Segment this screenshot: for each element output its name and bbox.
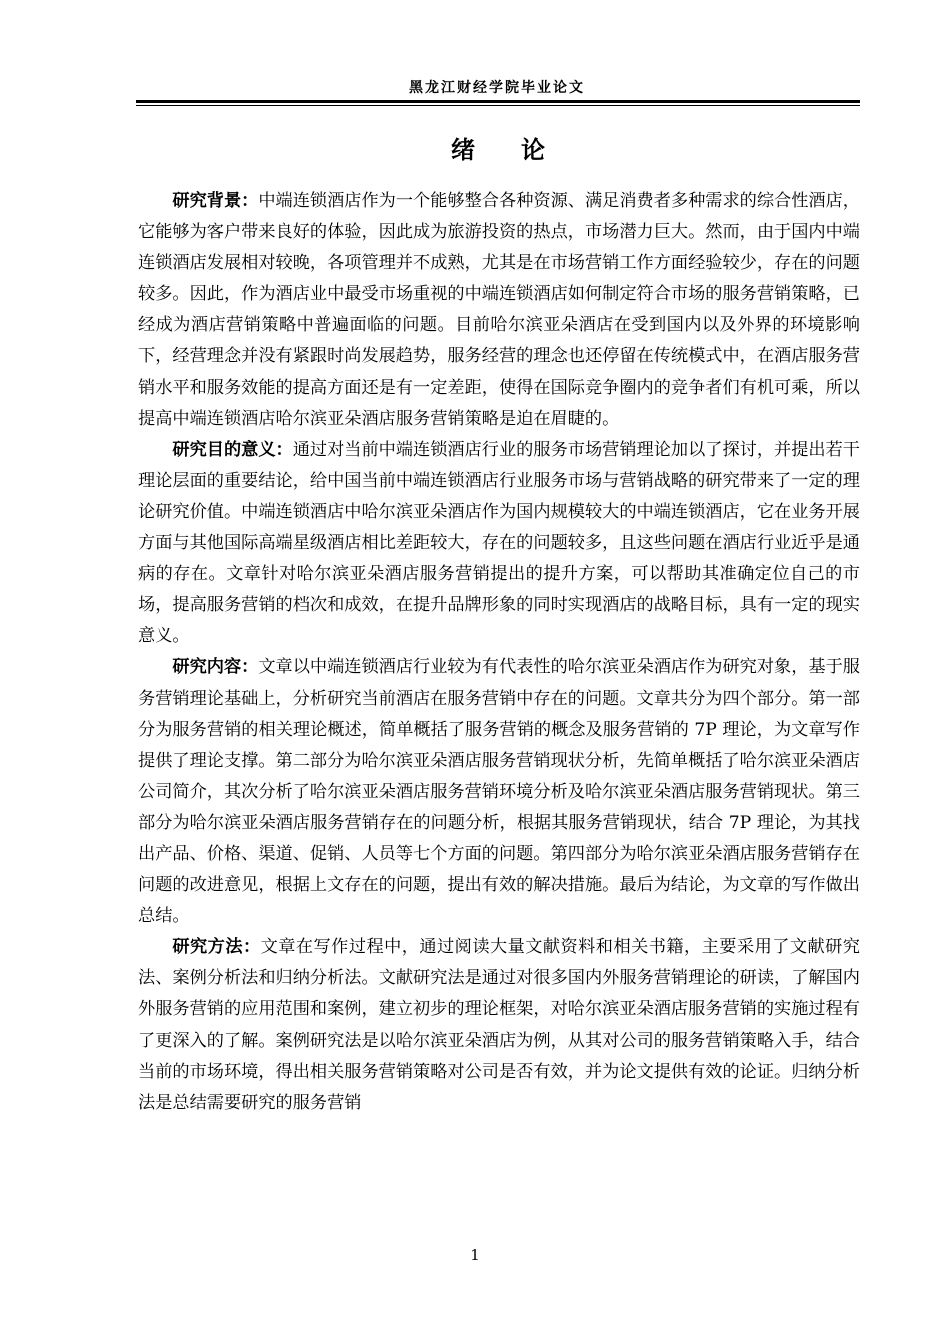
running-header: 黑龙江财经学院毕业论文: [409, 80, 585, 96]
paragraph-purpose: [138, 435, 860, 653]
paragraph-lead: 研究方法：: [172, 937, 261, 958]
header-rule-thin: [136, 105, 860, 106]
paragraph-text: 通过对当前中端连锁酒店行业的服务市场营销理论加以了探讨，并提出若干理论层面的重要结论，给中国当前中端连锁酒店行业服务市场与营销战略的研究带来了一定的理论研究价值。中端连锁酒店中哈尔滨亚朵酒店作为国内规模较大的中端连锁酒店，它在业务开展方面与其他国际高端星级酒店相比差距较大，存在的问题较多，且这些问题在酒店行业近乎是通病的存在。文章针对哈尔滨亚朵酒店服务营销提出的提升方案，可以帮助其准确定位自己的市场，提高服务营销的档次和成效，在提升品牌形象的同时实现酒店的战略目标，具有一定的现实意义。: [138, 439, 860, 647]
paragraph-background: [138, 186, 860, 435]
paragraph-text: 中端连锁酒店作为一个能够整合各种资源、满足消费者多种需求的综合性酒店，它能够为客户带来良好的体验，因此成为旅游投资的热点，市场潜力巨大。然而，由于国内中端连锁酒店发展相对较晚，各项管理并不成熟，尤其是在市场营销工作方面经验较少，存在的问题较多。因此，作为酒店业中最受市场重视的中端连锁酒店如何制定符合市场的服务营销策略，已经成为酒店营销策略中普遍面临的问题。目前哈尔滨亚朵酒店在受到国内以及外界的环境影响下，经营理念并没有紧跟时尚发展趋势，服务经营的理念也还停留在传统模式中，在酒店服务营销水平和服务效能的提高方面还是有一定差距，使得在国际竞争圈内的竞争者们有机可乘，所以提高中端连锁酒店哈尔滨亚朵酒店服务营销策略是迫在眉睫的。: [138, 191, 860, 429]
paragraph-lead: 研究目的意义：: [172, 439, 293, 460]
page-number: 1: [470, 1246, 480, 1264]
body-text: [138, 186, 860, 1119]
paragraph-text: 文章以中端连锁酒店行业较为有代表性的哈尔滨亚朵酒店作为研究对象，基于服务营销理论基础上，分析研究当前酒店在服务营销中存在的问题。文章共分为四个部分。第一部分为服务营销的相关理论概述，简单概括了服务营销的概念及服务营销的 7P 理论，为文章写作提供了理论支撑。第二部分为哈尔滨亚朵酒店服务营销现状分析，先简单概括了哈尔滨亚朵酒店公司简介，其次分析了哈尔滨亚朵酒店服务营销环境分析及哈尔滨亚朵酒店服务营销现状。第三部分为哈尔滨亚朵酒店服务营销存在的问题分析，根据其服务营销现状，结合 7P 理论，为其找出产品、价格、渠道、促销、人员等七个方面的问题。第四部分为哈尔滨亚朵酒店服务营销存在问题的改进意见，根据上文存在的问题，提出有效的解决措施。最后为结论，为文章的写作做出总结。: [138, 657, 860, 927]
paragraph-lead: 研究内容：: [172, 657, 259, 678]
paragraph-lead: 研究背景：: [172, 191, 259, 211]
chapter-title: 绪论: [451, 135, 591, 164]
paragraph-content: [138, 652, 860, 932]
header-rule-thick: [136, 100, 860, 103]
paragraph-methods: [138, 932, 860, 1119]
paragraph-text: 文章在写作过程中，通过阅读大量文献资料和相关书籍，主要采用了文献研究法、案例分析法和归纳分析法。文献研究法是通过对很多国内外服务营销理论的研读，了解国内外服务营销的应用范围和案例，建立初步的理论框架，对哈尔滨亚朵酒店服务营销的实施过程有了更深入的了解。案例研究法是以哈尔滨亚朵酒店为例，从其对公司的服务营销策略入手，结合当前的市场环境，得出相关服务营销策略对公司是否有效，并为论文提供有效的论证。归纳分析法是总结需要研究的服务营销: [138, 937, 860, 1113]
